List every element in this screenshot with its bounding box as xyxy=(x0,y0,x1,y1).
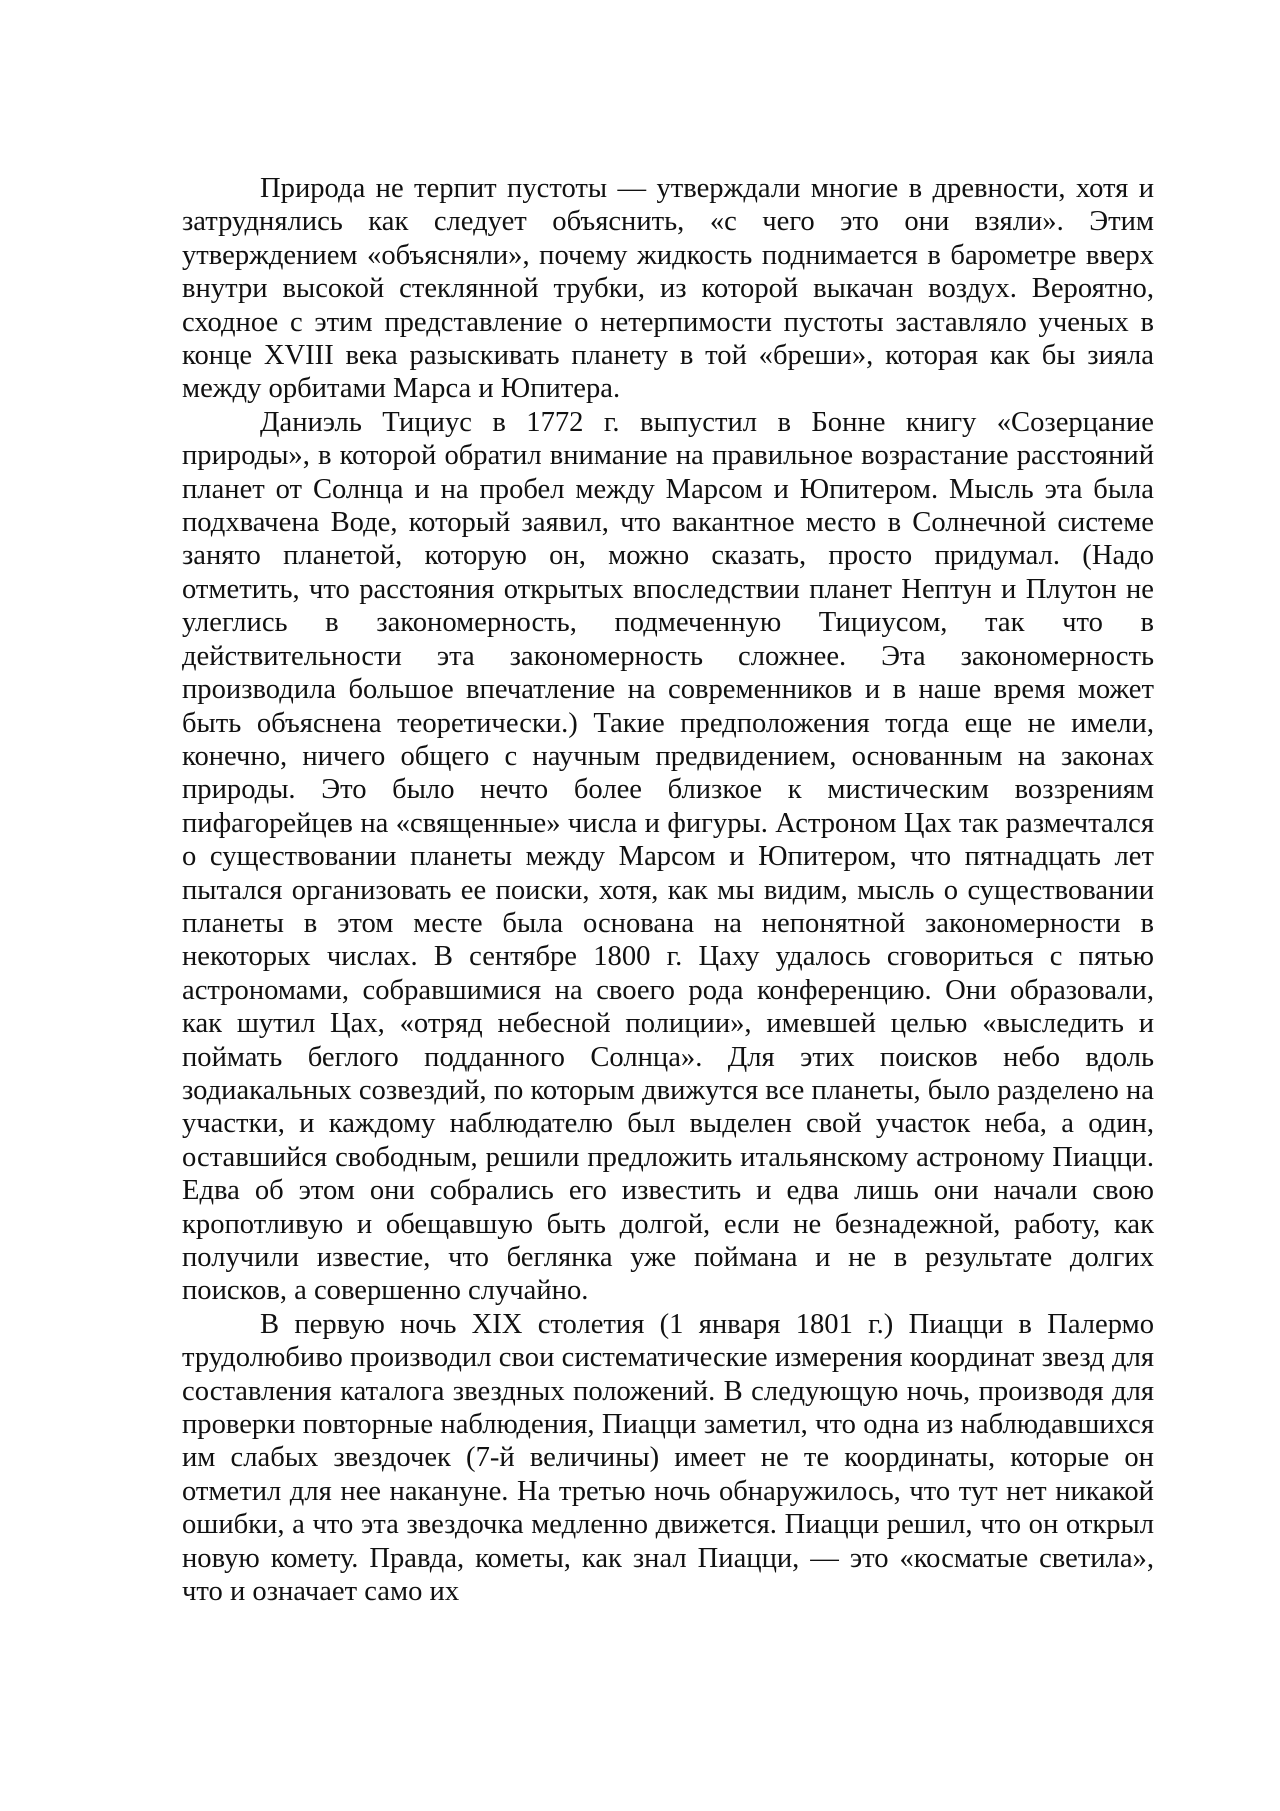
paragraph-1: Природа не терпит пустоты — утверждали многие в древности, хотя и затруднялись как следует объяснить, «с чего это они взяли». Этим утверждением «объясняли», почему жидкость поднимается в барометре вверх внутри высокой стеклянной трубки, из которой выкачан воздух. Вероятно, сходное с этим представление о нетерпимости пустоты заставляло ученых в конце XVIII века разыскивать планету в той «бреши», которая как бы зияла между орбитами Марса и Юпитера. xyxy=(182,173,1154,405)
paragraph-2: Даниэль Тициус в 1772 г. выпустил в Бонне книгу «Созерцание природы», в которой обратил внимание на правильное возрастание расстояний планет от Солнца и на пробел между Марсом и Юпитером. Мысль эта была подхвачена Воде, который заявил, что вакантное место в Солнечной системе занято планетой, которую он, можно сказать, просто придумал. (Надо отметить, что расстояния открытых впоследствии планет Нептун и Плутон не улеглись в закономерность, подмеченную Тициусом, так что в действительности эта закономерность сложнее. Эта закономерность производила большое впечатление на современников и в наше время может быть объяснена теоретически.) Такие предположения тогда еще не имели, конечно, ничего общего с научным предвидением, основанным на законах природы. Это было нечто более близкое к мистическим воззрениям пифагорейцев на «священные» числа и фигуры. Астроном Цах так размечтался о существовании планеты между Марсом и Юпитером, что пятнадцать лет пытался организовать ее поиски, хотя, как мы видим, мысль о существовании планеты в этом месте была основана на непонятной закономерности в некоторых числах. В сентябре 1800 г. Цаху удалось сговориться с пятью астрономами, собравшимися на своего рода конференцию. Они образовали, как шутил Цах, «отряд небесной полиции», имевшей целью «выследить и поймать беглого подданного Солнца». Для этих поисков небо вдоль зодиакальных созвездий, по которым движутся все планеты, было разделено на участки, и каждому наблюдателю был выделен свой участок неба, а один, оставшийся свободным, решили предложить итальянскому астроному Пиацци. Едва об этом они собрались его известить и едва лишь они начали свою кропотливую и обещавшую быть долгой, если не безнадежной, работу, как получили известие, что беглянка уже поймана и не в результате долгих поисков, а совершенно случайно. xyxy=(182,406,1154,1307)
paragraph-3: В первую ночь XIX столетия (1 января 1801 г.) Пиацци в Палермо трудолюбиво производил свои систематические измерения координат звезд для составления каталога звездных положений. В следующую ночь, производя для проверки повторные наблюдения, Пиацци заметил, что одна из наблюдавшихся им слабых звездочек (7-й величины) имеет не те координаты, которые он отметил для нее накануне. На третью ночь обнаружилось, что тут нет никакой ошибки, а что эта звездочка медленно движется. Пиацци решил, что он открыл новую комету. Правда, кометы, как знал Пиацци, — это «косматые светила», что и означает само их xyxy=(182,1308,1154,1608)
body-text xyxy=(182,172,1154,1608)
